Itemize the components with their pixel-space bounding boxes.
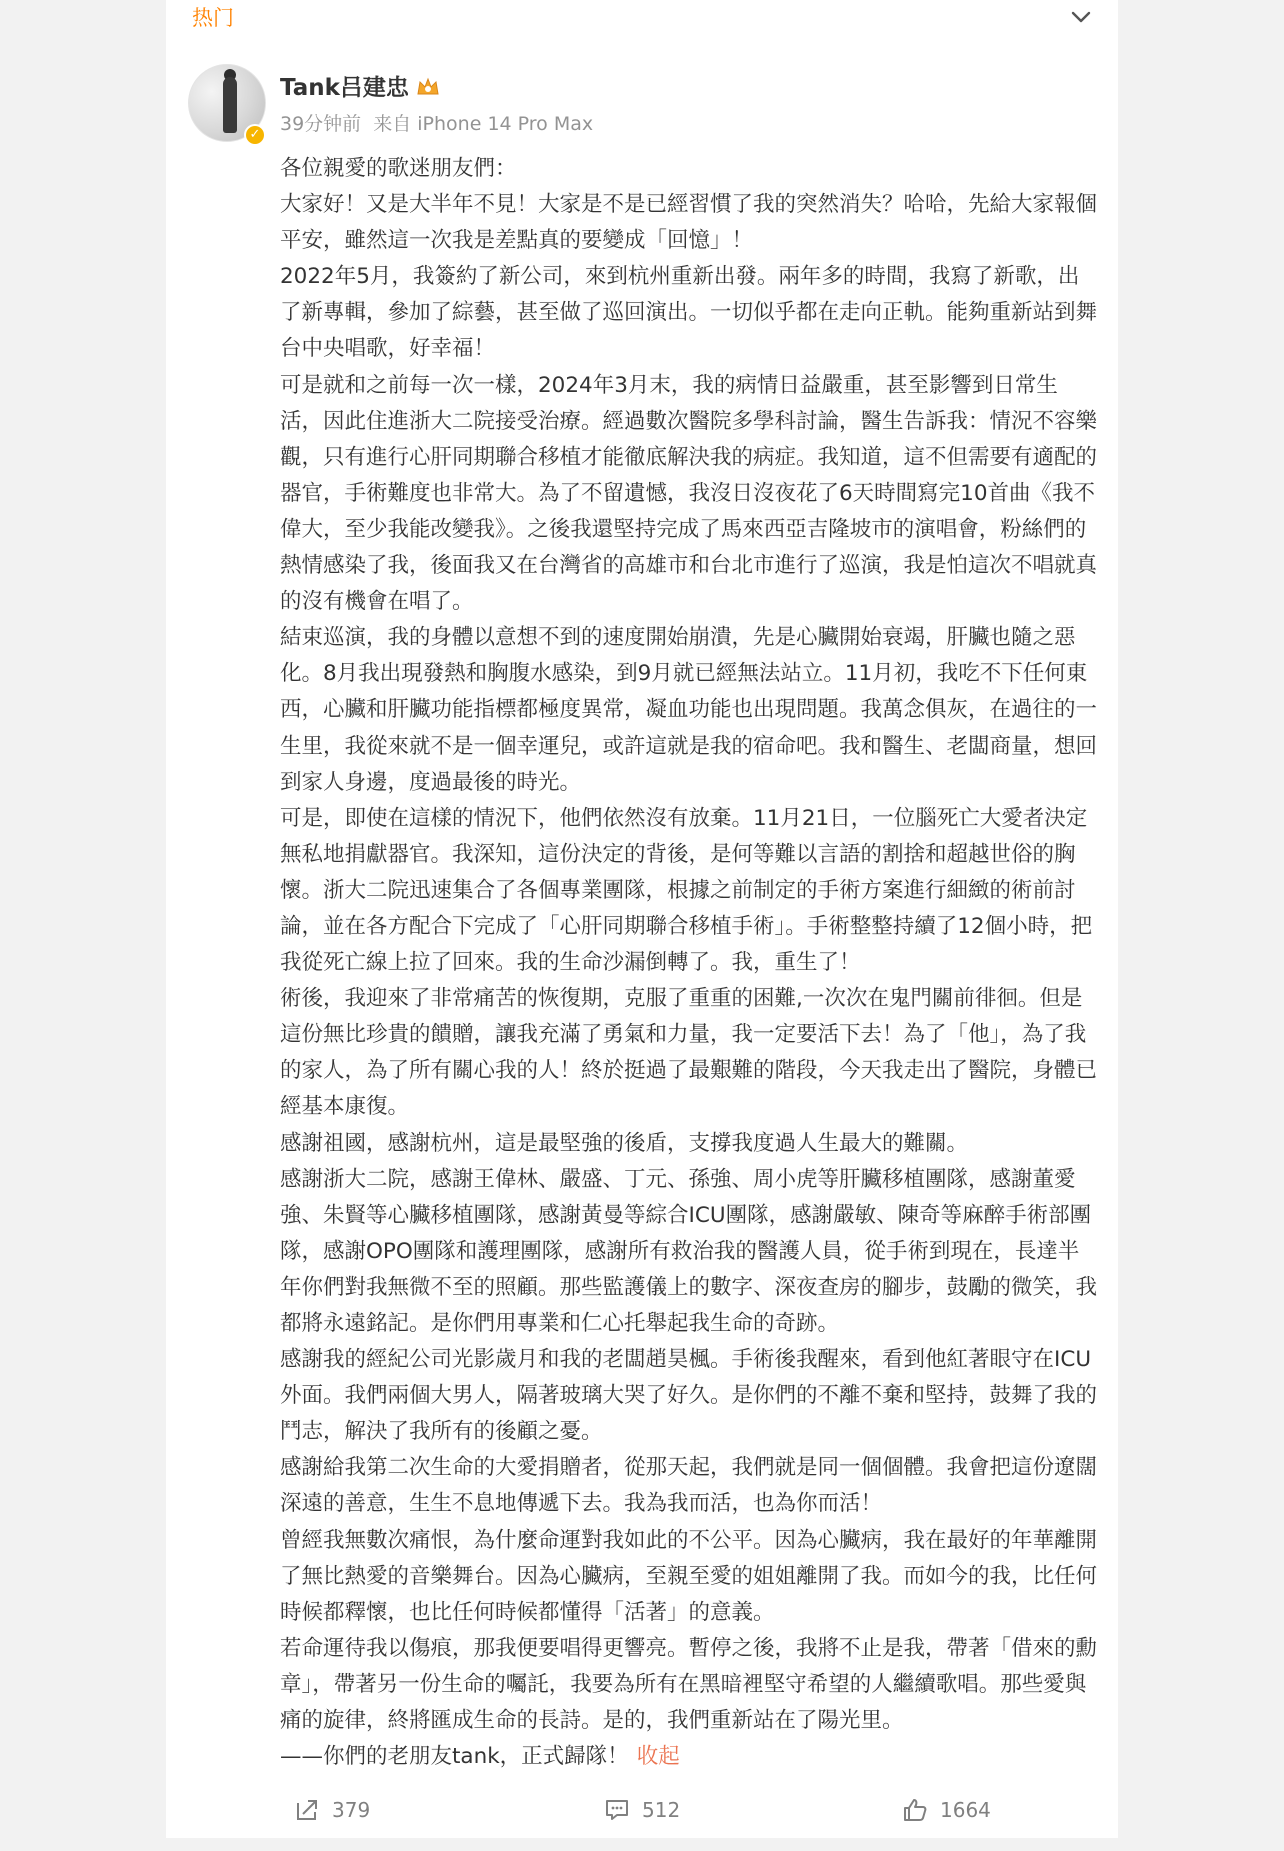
comment-count: 512 [642, 1798, 681, 1822]
post-paragraph: 感謝浙大二院，感謝王偉林、嚴盛、丁元、孫強、周小虎等肝臟移植團隊，感謝董愛強、朱賢等心臟移植團隊，感謝黃曼等綜合ICU團隊，感謝嚴敏、陳奇等麻醉手術部團隊，感謝OPO團隊和護理團隊，感謝所有救治我的醫護人員，從手術到現在，長達半年你們對我無微不至的照顧。那些監護儀上的數字、深夜查房的腳步，鼓勵的微笑，我都將永遠銘記。是你們用專業和仁心托舉起我生命的奇跡。 [280, 1166, 1098, 1336]
avatar-figure [223, 77, 237, 133]
comment-button[interactable] [604, 1790, 680, 1830]
thumbs-up-icon [902, 1797, 928, 1823]
repost-count: 379 [332, 1798, 371, 1822]
like-button[interactable] [902, 1790, 991, 1830]
post-paragraph: 曾經我無數次痛恨，為什麼命運對我如此的不公平。因為心臟病，我在最好的年華離開了無比熱愛的音樂舞台。因為心臟病，至親至愛的姐姐離開了我。而如今的我，比任何時候都釋懷，也比任何時候都懂得「活著」的意義。 [280, 1527, 1098, 1625]
post-paragraph: 感謝祖國，感謝杭州，這是最堅強的後盾，支撐我度過人生最大的難關。 [280, 1130, 969, 1156]
post-paragraph: 結束巡演，我的身體以意想不到的速度開始崩潰，先是心臟開始衰竭，肝臟也隨之惡化。8月我出現發熱和胸腹水感染，到9月就已經無法站立。11月初，我吃不下任何東西，心臟和肝臟功能指標都極度異常，凝血功能也出現問題。我萬念俱灰，在過往的一生里，我從來就不是一個幸運兒，或許這就是我的宿命吧。我和醫生、老闆商量，想回到家人身邊，度過最後的時光。 [280, 625, 1098, 795]
comment-icon [604, 1798, 630, 1822]
repost-button[interactable] [294, 1790, 370, 1830]
verified-badge-icon: ✓ [244, 124, 266, 146]
post-paragraph: 術後，我迎來了非常痛苦的恢復期，克服了重重的困難,一次次在鬼門關前徘徊。但是這份無比珍貴的饋贈，讓我充滿了勇氣和力量，我一定要活下去！為了「他」，為了我的家人，為了所有關心我的人！終於挺過了最艱難的階段，今天我走出了醫院，身體已經基本康復。 [280, 986, 1098, 1120]
post-paragraph: 感謝給我第二次生命的大愛捐贈者，從那天起，我們就是同一個個體。我會把這份遼闊深遠的善意，生生不息地傳遞下去。我為我而活，也為你而活！ [280, 1455, 1098, 1517]
like-count: 1664 [940, 1798, 991, 1822]
post-paragraph: 若命運待我以傷痕，那我便要唱得更響亮。暫停之後，我將不止是我，帶著「借來的勳章」，帶著另一份生命的囑託，我要為所有在黑暗裡堅守希望的人繼續歌唱。那些愛與痛的旋律，終將匯成生命的長詩。是的，我們重新站在了陽光里。 [280, 1635, 1098, 1734]
post-time[interactable]: 39分钟前 [280, 113, 362, 135]
post-paragraph: 大家好！又是大半年不見！大家是不是已經習慣了我的突然消失？哈哈，先給大家報個平安，雖然這一次我是差點真的要變成「回憶」！ [280, 192, 1098, 254]
author-name[interactable]: Tank吕建忠 [280, 75, 409, 101]
post-meta [280, 111, 593, 137]
author-name-row [280, 72, 441, 104]
post-paragraph: 可是，即使在這樣的情況下，他們依然沒有放棄。11月21日，一位腦死亡大愛者決定無私地捐獻器官。我深知，這份決定的背後，是何等難以言語的割捨和超越世俗的胸懷。浙大二院迅速集合了各個專業團隊，根據之前制定的手術方案進行細緻的術前討論，並在各方配合下完成了「心肝同期聯合移植手術」。手術整整持續了12個小時，把我從死亡線上拉了回來。我的生命沙漏倒轉了。我，重生了！ [280, 805, 1093, 976]
tab-bar [166, 0, 1118, 38]
chevron-down-icon[interactable] [1068, 6, 1094, 28]
action-bar [166, 1790, 1118, 1830]
collapse-link[interactable]: 收起 [636, 1744, 680, 1770]
vip-crown-icon [415, 76, 441, 98]
weibo-post-card [166, 0, 1118, 1838]
post-body [280, 151, 1100, 1775]
post-paragraph: 各位親愛的歌迷朋友們： [280, 156, 517, 181]
post-paragraph: 感謝我的經紀公司光影歲月和我的老闆趙昊楓。手術後我醒來，看到他紅著眼守在ICU外面。我們兩個大男人，隔著玻璃大哭了好久。是你們的不離不棄和堅持，鼓舞了我的鬥志，解決了我所有的後顧之憂。 [280, 1347, 1098, 1445]
tab-hot[interactable]: 热门 [192, 6, 234, 30]
repost-icon [294, 1798, 320, 1822]
post-signoff-line [280, 1739, 1100, 1775]
post-paragraph: 2022年5月，我簽約了新公司，來到杭州重新出發。兩年多的時間，我寫了新歌，出了新專輯，參加了綜藝，甚至做了巡回演出。一切似乎都在走向正軌。能夠重新站到舞台中央唱歌，好幸福！ [280, 264, 1098, 362]
post-signoff: ——你們的老朋友tank，正式歸隊！ [280, 1744, 629, 1770]
post-paragraph: 可是就和之前每一次一樣，2024年3月末，我的病情日益嚴重，甚至影響到日常生活，因此住進浙大二院接受治療。經過數次醫院多學科討論，醫生告訴我：情況不容樂觀，只有進行心肝同期聯合移植才能徹底解決我的病症。我知道，這不但需要有適配的器官，手術難度也非常大。為了不留遺憾，我沒日沒夜花了6天時間寫完10首曲《我不偉大，至少我能改變我》。之後我還堅持完成了馬來西亞吉隆坡市的演唱會，粉絲們的熱情感染了我，後面我又在台灣省的高雄市和台北市進行了巡演，我是怕這次不唱就真的沒有機會在唱了。 [280, 372, 1098, 615]
post-source: 来自 iPhone 14 Pro Max [373, 113, 594, 135]
